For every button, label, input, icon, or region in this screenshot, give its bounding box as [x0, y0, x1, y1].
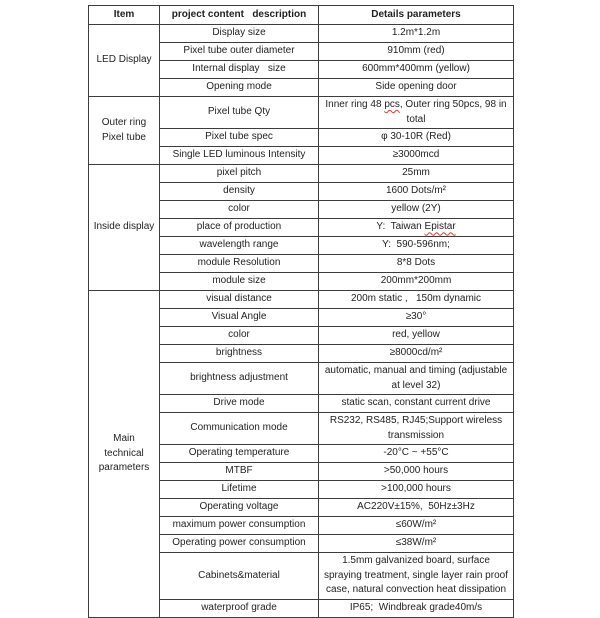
table-row [89, 97, 514, 129]
content-cell: Display size [160, 25, 319, 43]
content-cell: Cabinets&material [160, 553, 319, 600]
details-cell: ≥8000cd/m² [319, 345, 514, 363]
details-cell: Y: Taiwan Epistar [319, 219, 514, 237]
content-cell: Pixel tube spec [160, 129, 319, 147]
content-cell: color [160, 327, 319, 345]
details-cell: AC220V±15%, 50Hz±3Hz [319, 499, 514, 517]
details-cell: >50,000 hours [319, 463, 514, 481]
details-cell: 1.5mm galvanized board, surface spraying treatment, single layer rain proof case, natural convection heat dissipation [319, 553, 514, 600]
header-details-parameters: Details parameters [319, 6, 514, 25]
header-item: Item [89, 6, 160, 25]
content-cell: place of production [160, 219, 319, 237]
content-cell: Opening mode [160, 79, 319, 97]
details-cell: 8*8 Dots [319, 255, 514, 273]
details-cell: >100,000 hours [319, 481, 514, 499]
content-cell: wavelength range [160, 237, 319, 255]
content-cell: Visual Angle [160, 309, 319, 327]
details-cell: Inner ring 48 pcs, Outer ring 50pcs, 98 in total [319, 97, 514, 129]
details-cell: -20°C ~ +55°C [319, 445, 514, 463]
details-cell: ≥3000mcd [319, 147, 514, 165]
content-cell: Operating temperature [160, 445, 319, 463]
content-cell: color [160, 201, 319, 219]
details-cell: automatic, manual and timing (adjustable at level 32) [319, 363, 514, 395]
header-row [89, 6, 514, 25]
table-row [89, 165, 514, 183]
table-row [89, 25, 514, 43]
details-cell: red, yellow [319, 327, 514, 345]
content-cell: Single LED luminous Intensity [160, 147, 319, 165]
content-cell: Operating voltage [160, 499, 319, 517]
content-cell: brightness [160, 345, 319, 363]
details-cell: ≥30° [319, 309, 514, 327]
content-cell: Lifetime [160, 481, 319, 499]
details-cell: φ 30-10R (Red) [319, 129, 514, 147]
content-cell: maximum power consumption [160, 517, 319, 535]
content-cell: Communication mode [160, 413, 319, 445]
table-row [89, 291, 514, 309]
details-cell: ≤60W/m² [319, 517, 514, 535]
content-cell: MTBF [160, 463, 319, 481]
content-cell: Pixel tube outer diameter [160, 43, 319, 61]
details-cell: 600mm*400mm (yellow) [319, 61, 514, 79]
content-cell: pixel pitch [160, 165, 319, 183]
details-cell: 910mm (red) [319, 43, 514, 61]
content-cell: Pixel tube Qty [160, 97, 319, 129]
details-cell: RS232, RS485, RJ45;Support wireless transmission [319, 413, 514, 445]
content-cell: brightness adjustment [160, 363, 319, 395]
details-cell: IP65; Windbreak grade40m/s [319, 599, 514, 617]
spec-table [88, 5, 514, 618]
details-cell: yellow (2Y) [319, 201, 514, 219]
details-cell: 1.2m*1.2m [319, 25, 514, 43]
item-cell: Outer ring Pixel tube [89, 97, 160, 165]
item-cell: Inside display [89, 165, 160, 291]
content-cell: Drive mode [160, 395, 319, 413]
content-cell: module Resolution [160, 255, 319, 273]
details-cell: Y: 590-596nm; [319, 237, 514, 255]
content-cell: Operating power consumption [160, 535, 319, 553]
item-cell: Main technical parameters [89, 291, 160, 618]
spec-table-body [89, 25, 514, 618]
header-project-content: project content description [160, 6, 319, 25]
item-cell: LED Display [89, 25, 160, 97]
content-cell: visual distance [160, 291, 319, 309]
details-cell: 1600 Dots/m² [319, 183, 514, 201]
details-cell: ≤38W/m² [319, 535, 514, 553]
details-cell: static scan, constant current drive [319, 395, 514, 413]
content-cell: density [160, 183, 319, 201]
details-cell: 25mm [319, 165, 514, 183]
details-cell: 200mm*200mm [319, 273, 514, 291]
details-cell: Side opening door [319, 79, 514, 97]
content-cell: waterproof grade [160, 599, 319, 617]
spellcheck-underline: pcs [384, 99, 400, 110]
spellcheck-underline: Epistar [424, 221, 456, 233]
details-cell: 200m static , 150m dynamic [319, 291, 514, 309]
content-cell: Internal display size [160, 61, 319, 79]
content-cell: module size [160, 273, 319, 291]
